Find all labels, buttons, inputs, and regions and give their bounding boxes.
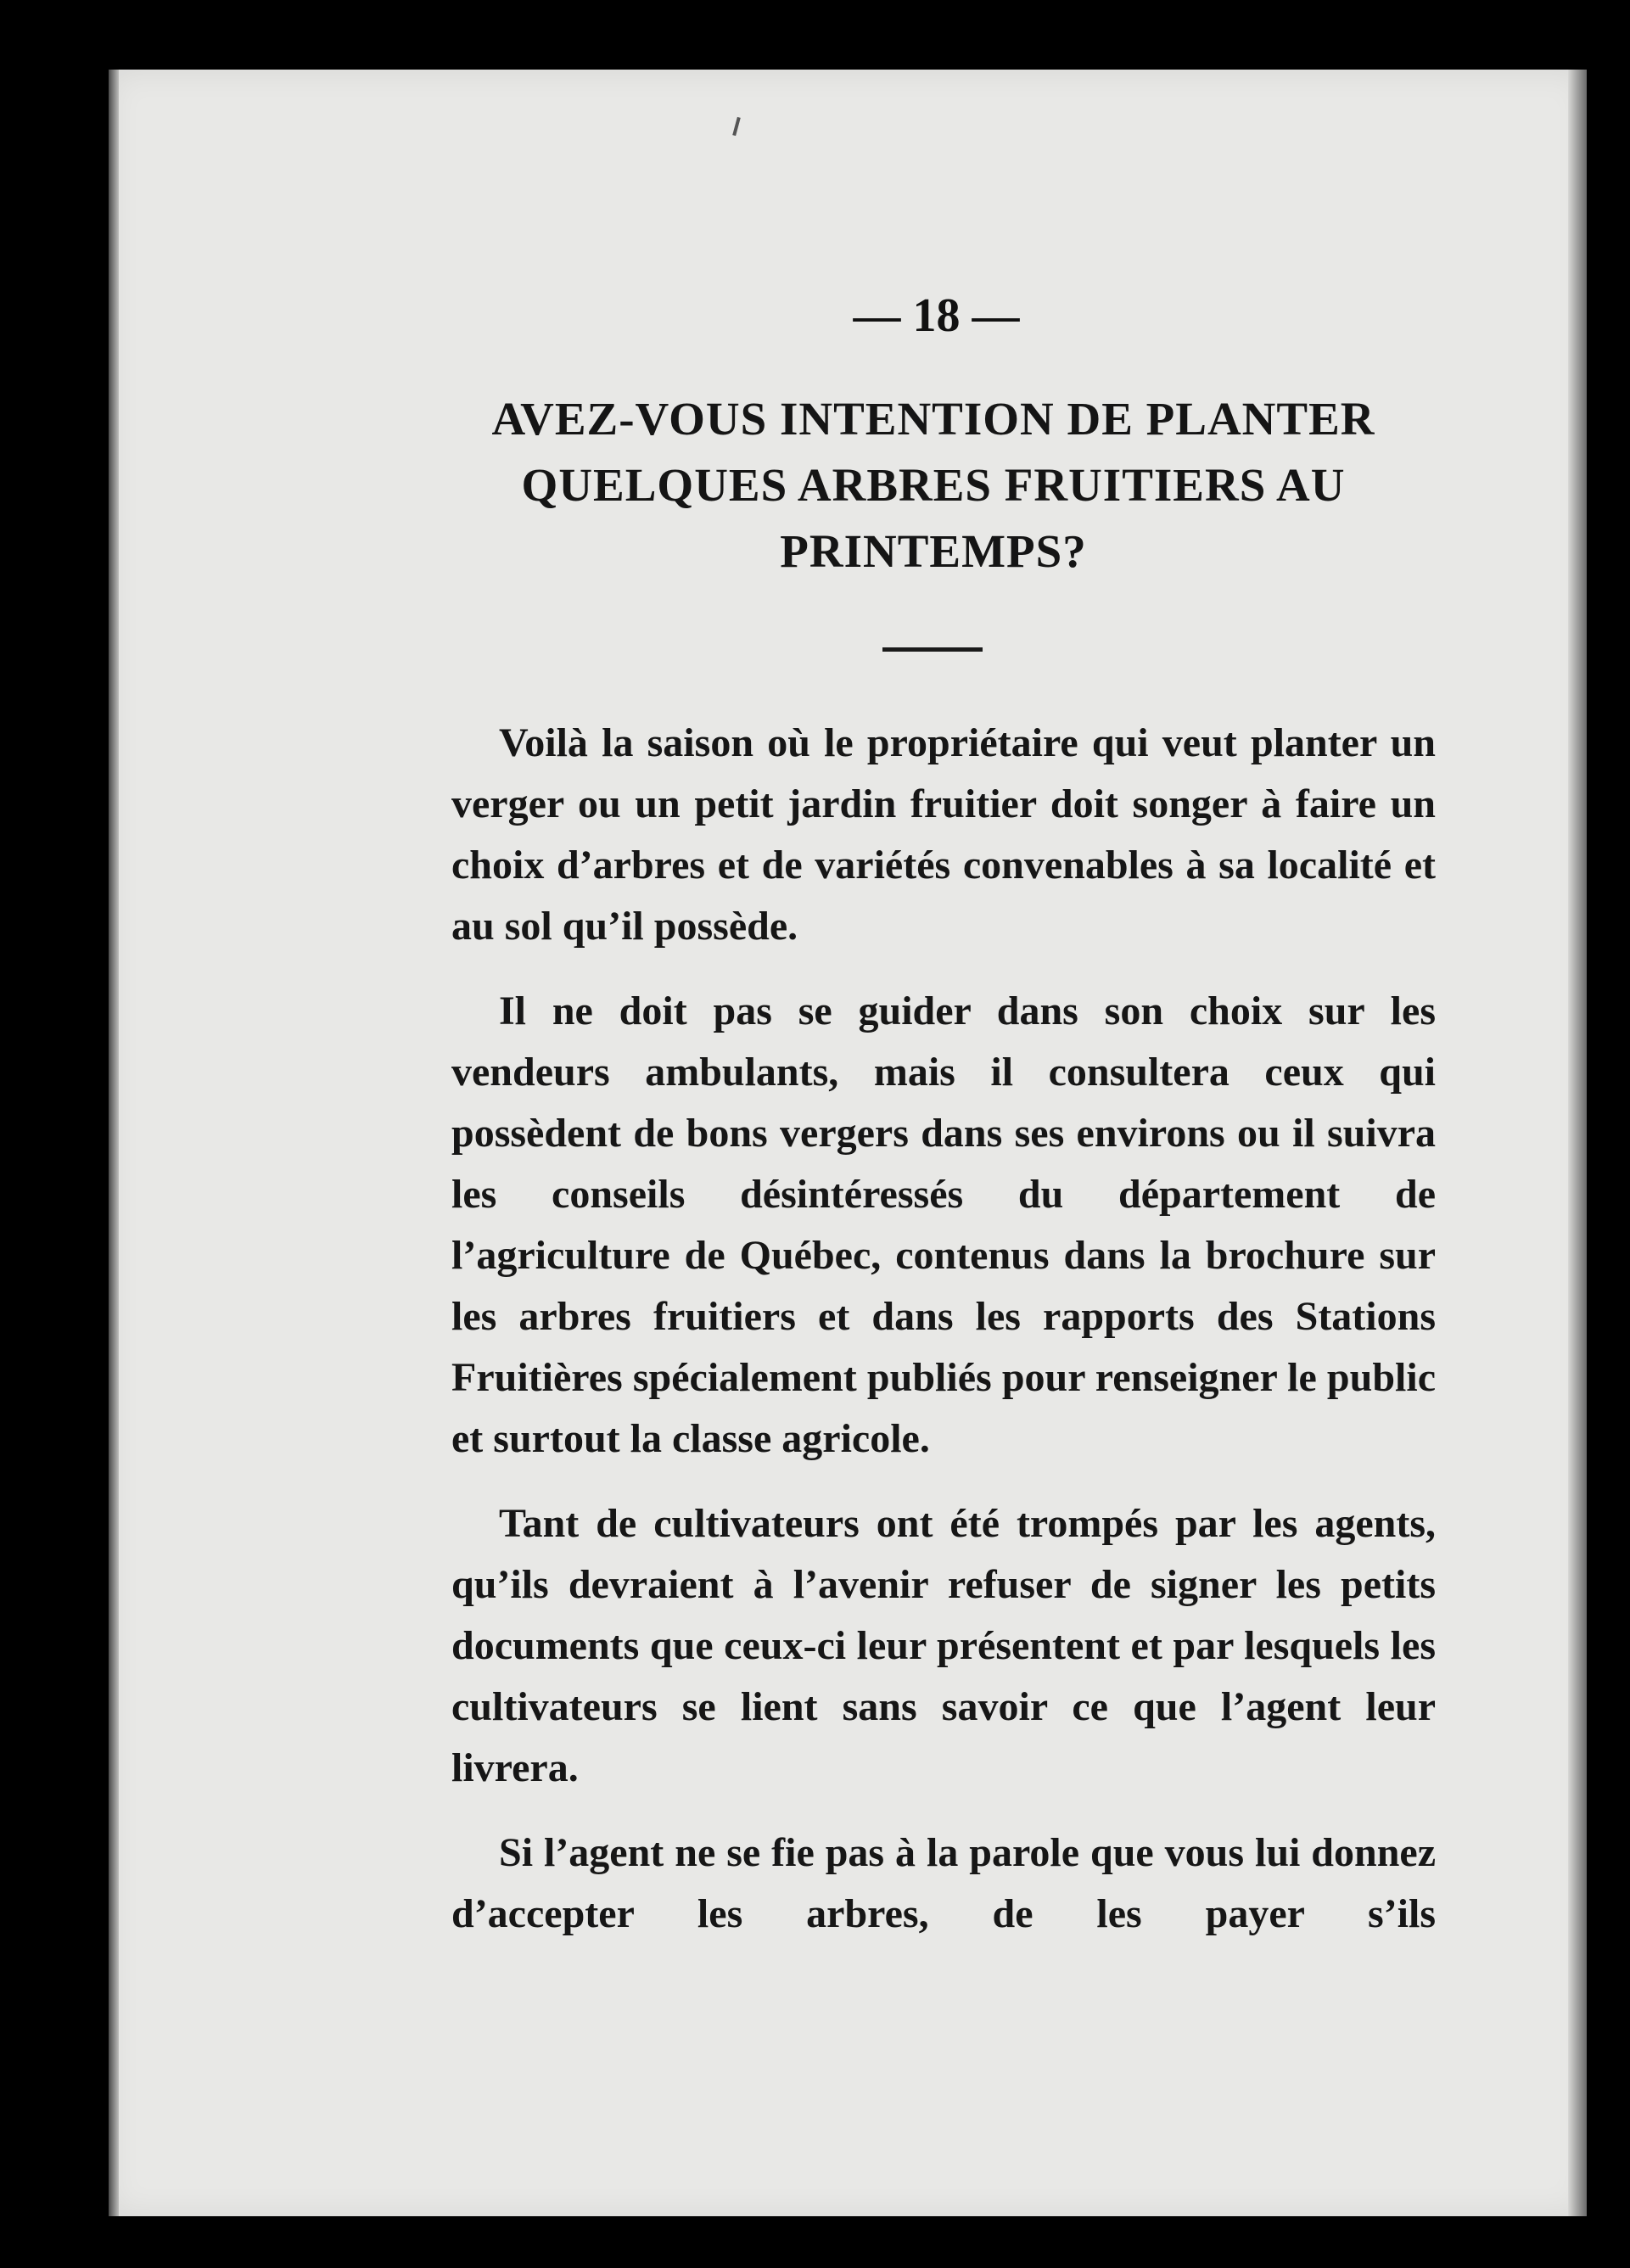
page-title: AVEZ-VOUS INTENTION DE PLANTER QUELQUES ARBRES FRUITIERS AU PRINTEMPS? [491,393,1375,577]
body-text [451,713,1436,1945]
paragraph: Si l’agent ne se fie pas à la parole que vous lui donnez d’accepter les arbres, de les payer s’ils [451,1830,1436,1936]
page-number: — 18 — [853,289,1020,342]
title-divider [882,647,983,652]
paragraph: Tant de cultivateurs ont été trompés par les agents, qu’ils devraient à l’avenir refuser de signer les petits documents que ceux-ci leur présentent et par lesquels les cultivateurs se lient sans savoir ce que l’agent leur livrera. [451,1501,1436,1790]
page-right-edge [1568,70,1587,2216]
page-spine-edge [109,70,119,2216]
paragraph: Il ne doit pas se guider dans son choix sur les vendeurs ambulants, mais il consultera ceux qui possèdent de bons vergers dans ses environs ou il suivra les conseils désintéressés du département de l’agriculture de Québec, contenus dans la brochure sur les arbres fruitiers et dans les rapports des Stations Fruitières spécialement publiés pour renseigner le public et surtout la classe agricole. [451,988,1436,1461]
paragraph: Voilà la saison où le propriétaire qui veut planter un verger ou un petit jardin fruitier doit songer à faire un choix d’arbres et de variétés convenables à sa localité et au sol qu’il possède. [451,720,1436,949]
